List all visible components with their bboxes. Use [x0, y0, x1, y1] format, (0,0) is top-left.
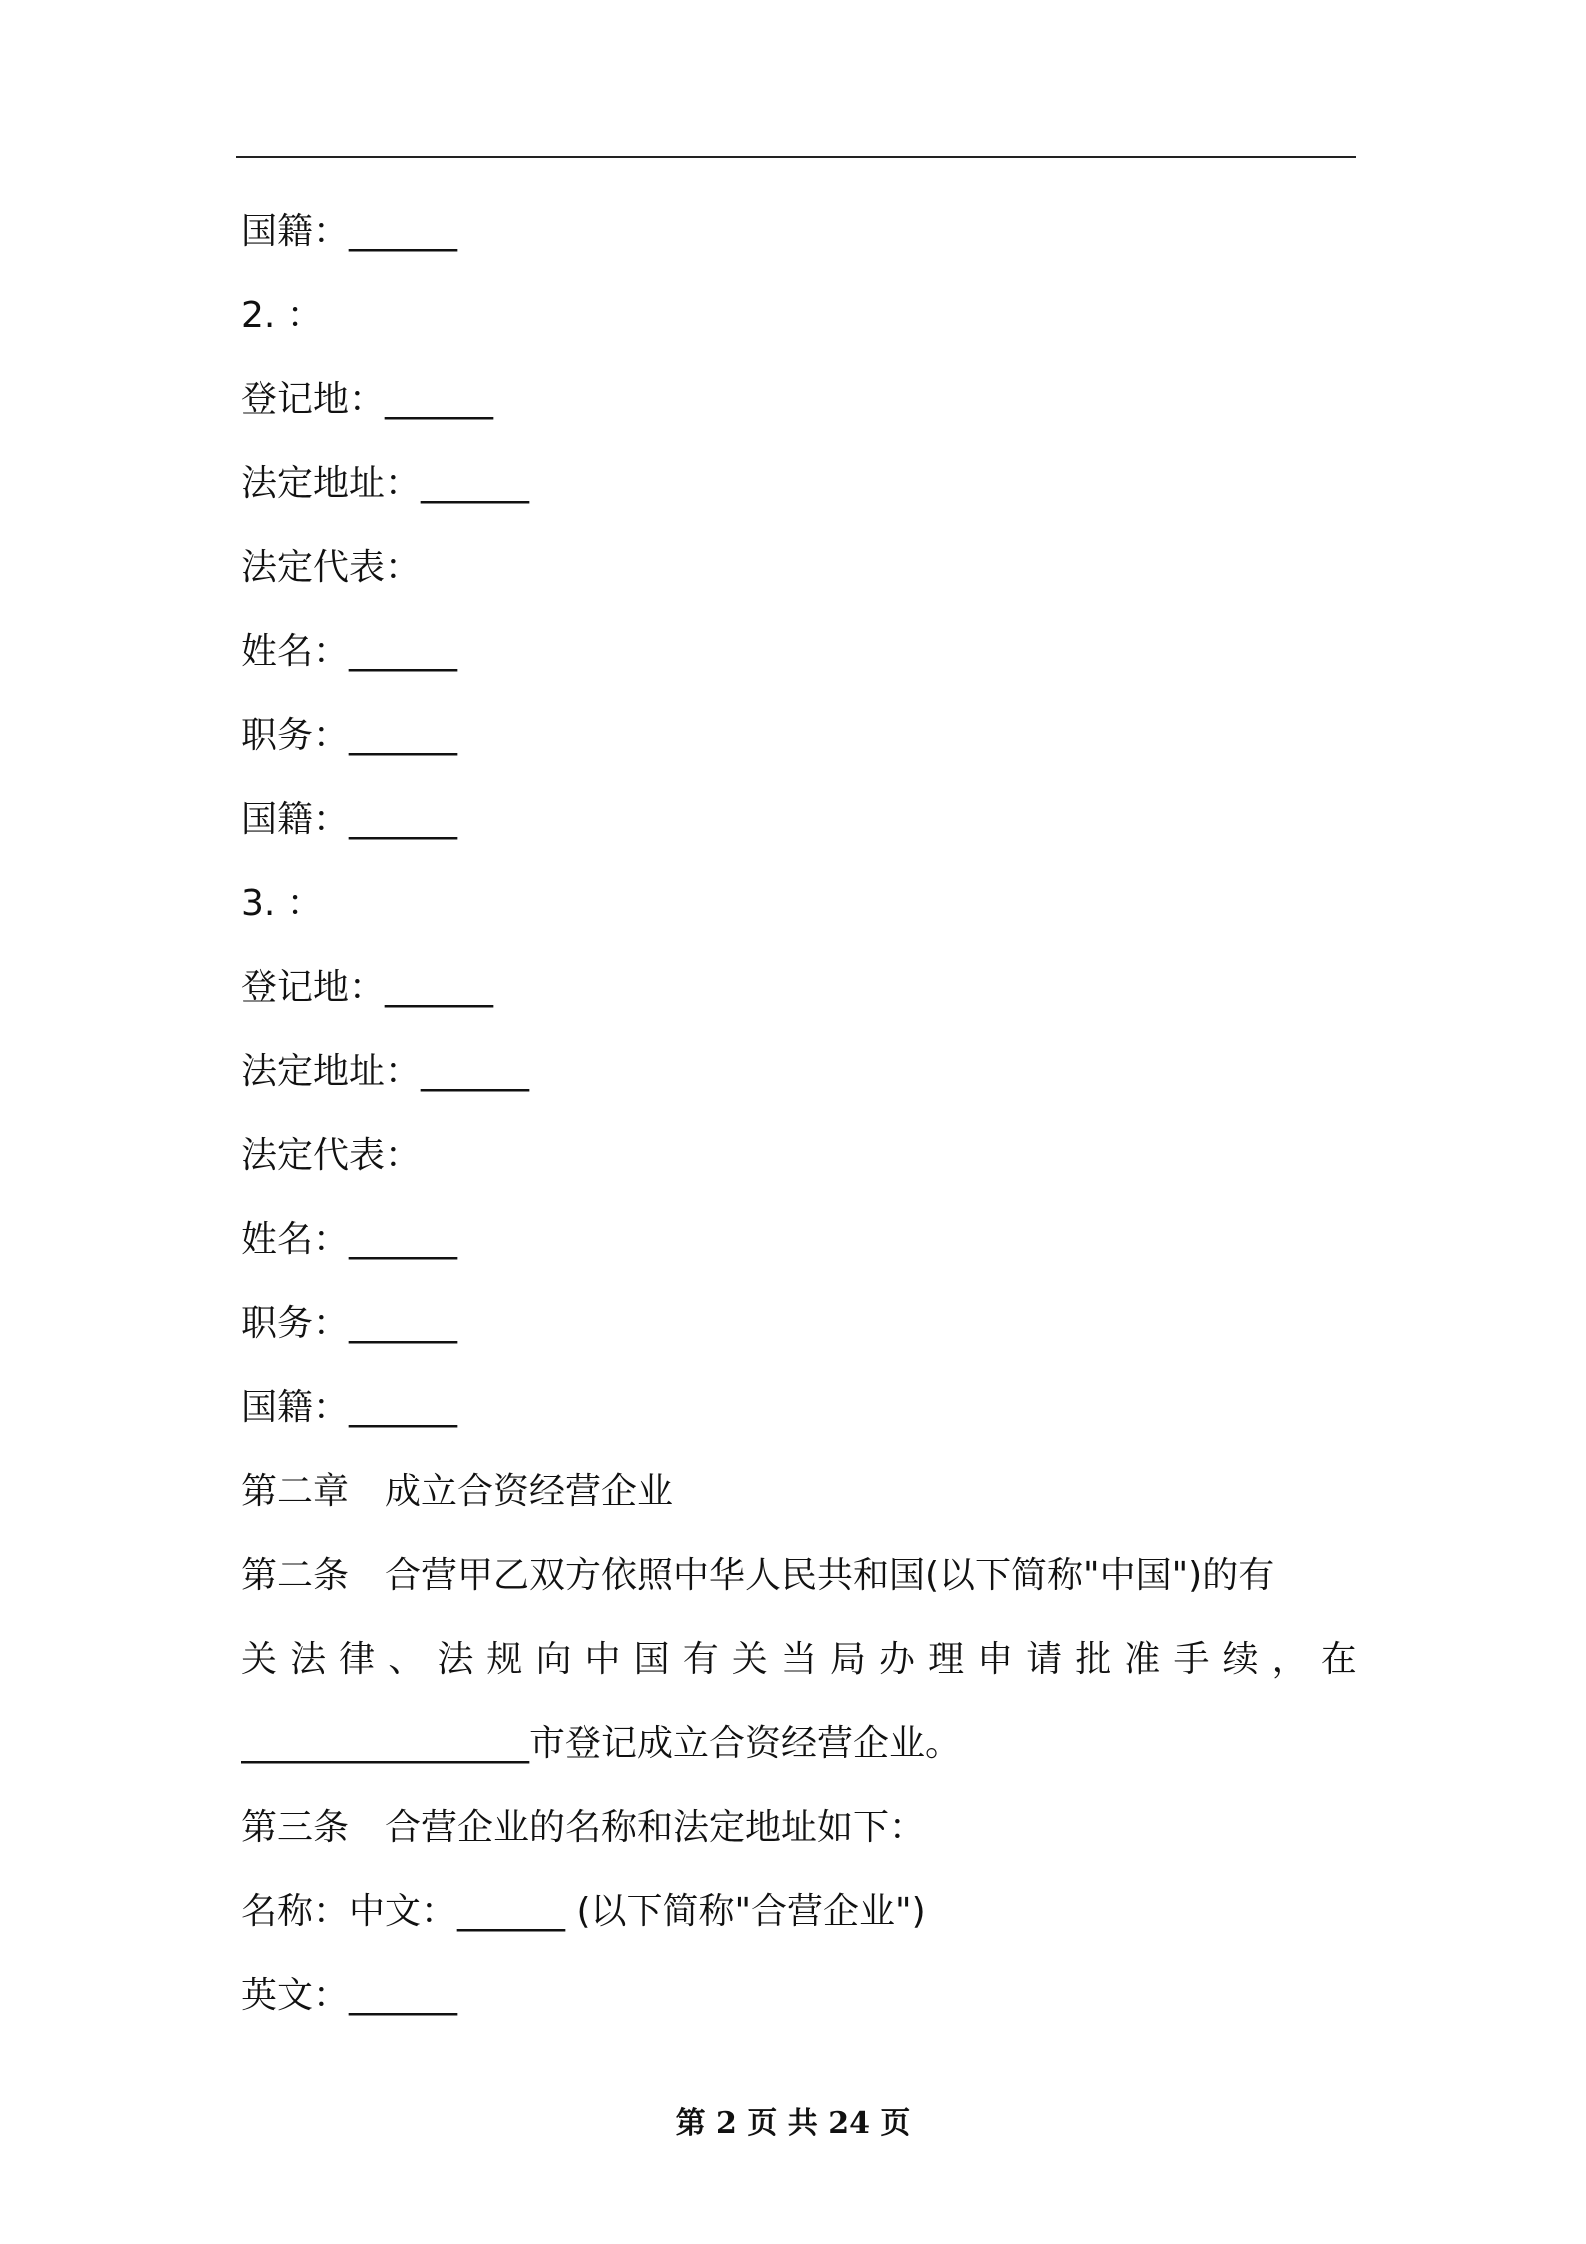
justified-char: 律: [339, 1639, 376, 1680]
justified-char: 请: [1026, 1639, 1063, 1680]
document-body: [241, 190, 1357, 2038]
article-2-line-3: ________________市登记成立合资经营企业。: [241, 1723, 962, 1764]
justified-char: 续: [1222, 1639, 1259, 1680]
justified-char: 国: [633, 1639, 670, 1680]
text-line: 登记地：______: [241, 379, 494, 420]
justified-char: 批: [1075, 1639, 1112, 1680]
text-line: 国籍：______: [241, 799, 458, 840]
justified-char: 中: [584, 1639, 621, 1680]
text-line: 职务：______: [241, 715, 458, 756]
justified-char: 理: [928, 1639, 965, 1680]
article-2-line-2: [241, 1618, 1357, 1702]
justified-char: 法: [437, 1639, 474, 1680]
name-english-line: 英文：______: [241, 1975, 458, 2016]
article-3-heading: 第三条 合营企业的名称和法定地址如下：: [241, 1807, 926, 1848]
chapter-heading: 第二章 成立合资经营企业: [241, 1471, 674, 1512]
text-line: 国籍：______: [241, 211, 458, 252]
justified-char: 申: [977, 1639, 1014, 1680]
justified-char: 在: [1320, 1639, 1357, 1680]
justified-char: ，: [1271, 1639, 1308, 1680]
text-line: 姓名：______: [241, 1219, 458, 1260]
justified-char: 关: [241, 1639, 278, 1680]
justified-char: 办: [879, 1639, 916, 1680]
justified-char: 准: [1124, 1639, 1161, 1680]
justified-char: 、: [388, 1639, 425, 1680]
text-line: 国籍：______: [241, 1387, 458, 1428]
justified-char: 有: [682, 1639, 719, 1680]
text-line: 3. ：: [241, 883, 323, 924]
text-line: 法定代表：: [241, 1135, 422, 1176]
text-line: 姓名：______: [241, 631, 458, 672]
text-line: 法定代表：: [241, 547, 422, 588]
article-2-line-1: 第二条 合营甲乙双方依照中华人民共和国(以下简称"中国")的有: [241, 1555, 1275, 1596]
justified-char: 向: [535, 1639, 572, 1680]
name-chinese-line: 名称：中文：______ (以下简称"合营企业"): [241, 1891, 926, 1932]
text-line: 职务：______: [241, 1303, 458, 1344]
text-line: 登记地：______: [241, 967, 494, 1008]
text-line: 2. ：: [241, 295, 323, 336]
header-rule: [236, 156, 1356, 158]
justified-char: 局: [829, 1639, 866, 1680]
justified-char: 关: [731, 1639, 768, 1680]
justified-char: 手: [1173, 1639, 1210, 1680]
text-line: 法定地址：______: [241, 1051, 530, 1092]
justified-char: 法: [290, 1639, 327, 1680]
justified-char: 规: [486, 1639, 523, 1680]
text-line: 法定地址：______: [241, 463, 530, 504]
justified-char: 当: [780, 1639, 817, 1680]
page-indicator: 第 2 页 共 24 页: [675, 2106, 911, 2141]
